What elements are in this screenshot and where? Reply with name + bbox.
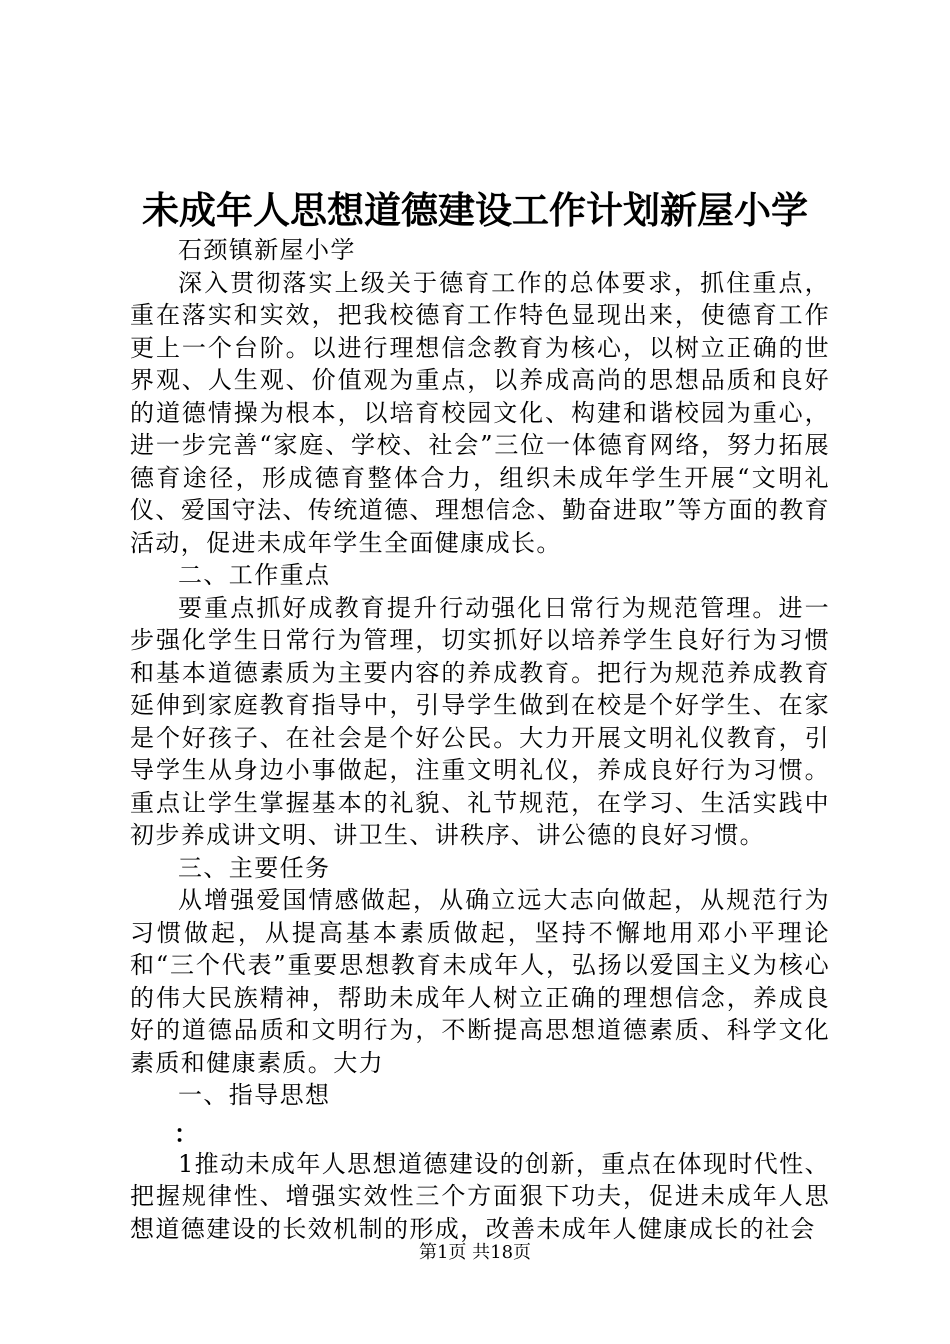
document-body <box>130 234 830 1245</box>
item-one-paragraph: 1推动未成年人思想道德建设的创新，重点在体现时代性、把握规律性、增强实效性三个方面狠下功夫，促进未成年人思想道德建设的长效机制的形成，改善未成年人健康成长的社会 <box>130 1149 830 1243</box>
document-title: 未成年人思想道德建设工作计划新屋小学 <box>142 188 808 232</box>
section-heading-work-focus: 二、工作重点 <box>178 561 331 589</box>
intro-paragraph: 深入贯彻落实上级关于德育工作的总体要求，抓住重点，重在落实和实效，把我校德育工作特色显现出来，使德育工作更上一个台阶。以进行理想信念教育为核心，以树立正确的世界观、人生观、价值观为重点，以养成高尚的思想品质和良好的道德情操为根本，以培育校园文化、构建和谐校园为重心，进一步完善“家庭、学校、社会”三位一体德育网络，努力拓展德育途径，形成德育整体合力，组织未成年学生开展“文明礼仪、爱国守法、传统道德、理想信念、勤奋进取”等方面的教育活动，促进未成年学生全面健康成长。 <box>130 268 830 557</box>
main-tasks-paragraph: 从增强爱国情感做起，从确立远大志向做起，从规范行为习惯做起，从提高基本素质做起，坚持不懈地用邓小平理论和“三个代表”重要思想教育未成年人，弘扬以爱国主义为核心的伟大民族精神，帮助未成年人树立正确的理想信念，养成良好的道德品质和文明行为，不断提高思想道德素质、科学文化素质和健康素质。大力 <box>130 886 830 1077</box>
section-heading-guiding-thought: 一、指导思想 <box>178 1081 331 1109</box>
work-focus-paragraph: 要重点抓好成教育提升行动强化日常行为规范管理。进一步强化学生日常行为管理，切实抓好以培养学生良好行为习惯和基本道德素质为主要内容的养成教育。把行为规范养成教育延伸到家庭教育指导中，引导学生做到在校是个好学生、在家是个好孩子、在社会是个好公民。大力开展文明礼仪教育，引导学生从身边小事做起，注重文明礼仪，养成良好行为习惯。重点让学生掌握基本的礼貌、礼节规范，在学习、生活实践中初步养成讲文明、讲卫生、讲秩序、讲公德的良好习惯。 <box>130 593 830 849</box>
colon-line: ： <box>174 1118 200 1148</box>
page-number-footer: 第1页 共18页 <box>418 1242 532 1263</box>
school-name-line: 石颈镇新屋小学 <box>178 236 356 264</box>
section-heading-main-tasks: 三、主要任务 <box>178 853 331 882</box>
